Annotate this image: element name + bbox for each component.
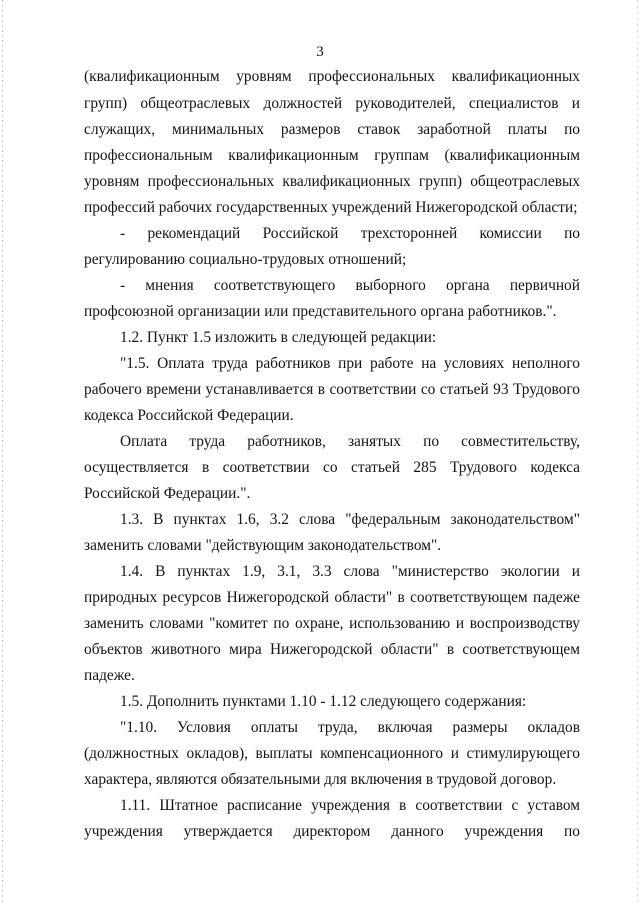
paragraph-line: "1.5. Оплата труда работников при работе на условиях неполного: [120, 355, 580, 372]
text-line: (квалификационным уровням профессиональных квалификационных: [84, 68, 580, 85]
text-line: заменить словами "действующим законодательством".: [84, 537, 442, 554]
text-line: регулированию социально-трудовых отношений;: [84, 251, 407, 268]
text-line: Российской Федерации.".: [84, 485, 251, 502]
text-line: рабочего времени устанавливается в соответствии со статьей 93 Трудового: [84, 381, 580, 398]
scan-edge-left: [2, 0, 3, 905]
paragraph-line: 1.11. Штатное расписание учреждения в соответствии с уставом: [120, 797, 580, 814]
paragraph-line: 1.2. Пункт 1.5 изложить в следующей редакции:: [120, 329, 437, 346]
paragraph-line: 1.3. В пунктах 1.6, 3.2 слова "федеральным законодательством": [120, 511, 580, 528]
text-line: профессиональным квалификационным группам (квалификационным: [84, 147, 580, 164]
text-line: осуществляется в соответствии со статьей 285 Трудового кодекса: [84, 459, 580, 476]
text-line: кодекса Российской Федерации.: [84, 407, 294, 424]
text-line: групп) общеотраслевых должностей руководителей, специалистов и: [84, 95, 580, 112]
text-line: служащих, минимальных размеров ставок заработной платы по: [84, 121, 580, 138]
text-line: профессий рабочих государственных учреждений Нижегородской области;: [84, 199, 578, 216]
text-line: падеже.: [84, 667, 135, 684]
paragraph-line: 1.5. Дополнить пунктами 1.10 - 1.12 следующего содержания:: [120, 693, 527, 710]
text-line: характера, являются обязательными для включения в трудовой договор.: [84, 771, 557, 788]
text-line: уровням профессиональных квалификационных групп) общеотраслевых: [84, 173, 580, 190]
text-line: учреждения утверждается директором данного учреждения по: [84, 823, 580, 840]
paragraph-line: "1.10. Условия оплаты труда, включая размеры окладов: [120, 719, 580, 736]
list-item-line: - мнения соответствующего выборного органа первичной: [120, 277, 580, 294]
scan-edge-right: [637, 0, 638, 905]
text-line: объектов животного мира Нижегородской области" в соответствующем: [84, 641, 580, 658]
text-line: природных ресурсов Нижегородской области" в соответствующем падеже: [84, 589, 580, 606]
text-line: (должностных окладов), выплаты компенсационного и стимулирующего: [84, 745, 580, 762]
text-line: заменить словами "комитет по охране, использованию и воспроизводству: [84, 615, 580, 632]
page-number: 3: [316, 44, 324, 60]
paragraph-line: 1.4. В пунктах 1.9, 3.1, 3.3 слова "министерство экологии и: [120, 563, 580, 580]
text-line: профсоюзной организации или представительного органа работников.".: [84, 303, 557, 320]
list-item-line: - рекомендаций Российской трехсторонней комиссии по: [120, 225, 580, 242]
paragraph-line: Оплата труда работников, занятых по совместительству,: [120, 433, 580, 450]
